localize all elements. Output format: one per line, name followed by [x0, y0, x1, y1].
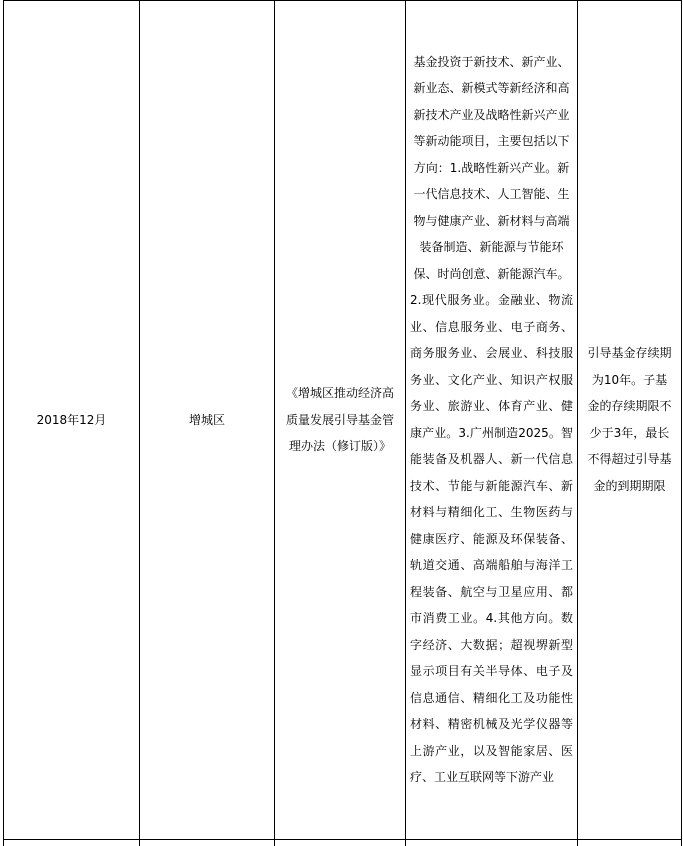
next-row-cell [4, 839, 140, 846]
next-row-cell [406, 839, 578, 846]
next-row-cell [275, 839, 406, 846]
district-cell [140, 1, 275, 840]
fund-policy-table [3, 0, 682, 846]
date-cell [4, 1, 140, 840]
table-row [4, 1, 682, 840]
duration-text: 引导基金存续期为10年。子基金的存续期限不少于3年，最长不得超过引导基金的到期期限 [587, 346, 672, 493]
investment-direction-part1: 基金投资于新技术、新产业、新业态、新模式等新经济和高新技术产业及战略性新兴产业等新动能项目，主要包括以下方向：1.战略性新兴产业。新一代信息技术、人工智能、生物与健康产业、新材料与高端装备制造、新能源与节能环保、时尚创意、新能源汽车。 [413, 54, 570, 281]
district-text: 增城区 [188, 412, 225, 427]
next-row-cell [140, 839, 275, 846]
policy-text: 《增城区推动经济高质量发展引导基金管理办法（修订版）》 [285, 386, 394, 454]
investment-direction-cell [406, 1, 578, 840]
duration-cell [578, 1, 682, 840]
next-table-row [4, 839, 682, 846]
next-row-cell [578, 839, 682, 846]
date-text: 2018年12月 [36, 412, 107, 427]
policy-cell [275, 1, 406, 840]
investment-direction-part2: 2.现代服务业。金融业、物流业、信息服务业、电子商务、商务服务业、会展业、科技服务业、文化产业、知识产权服务业、旅游业、体育产业、健康产业。3.广州制造2025。智能装备及机器人、新一代信息技术、节能与新能源汽车、新材料与精细化工、生物医药与健康医疗、能源及环保装备、轨道交通、高端船舶与海洋工程装备、航空与卫星应用、都市消费工业。4.其他方向。数字经济、大数据；超视堺新型显示项目有关半导体、电子及信息通信、精细化工及功能性材料、精密机械及光学仪器等上游产业，以及智能家居、医疗、工业互联网等下游产业 [410, 293, 573, 785]
